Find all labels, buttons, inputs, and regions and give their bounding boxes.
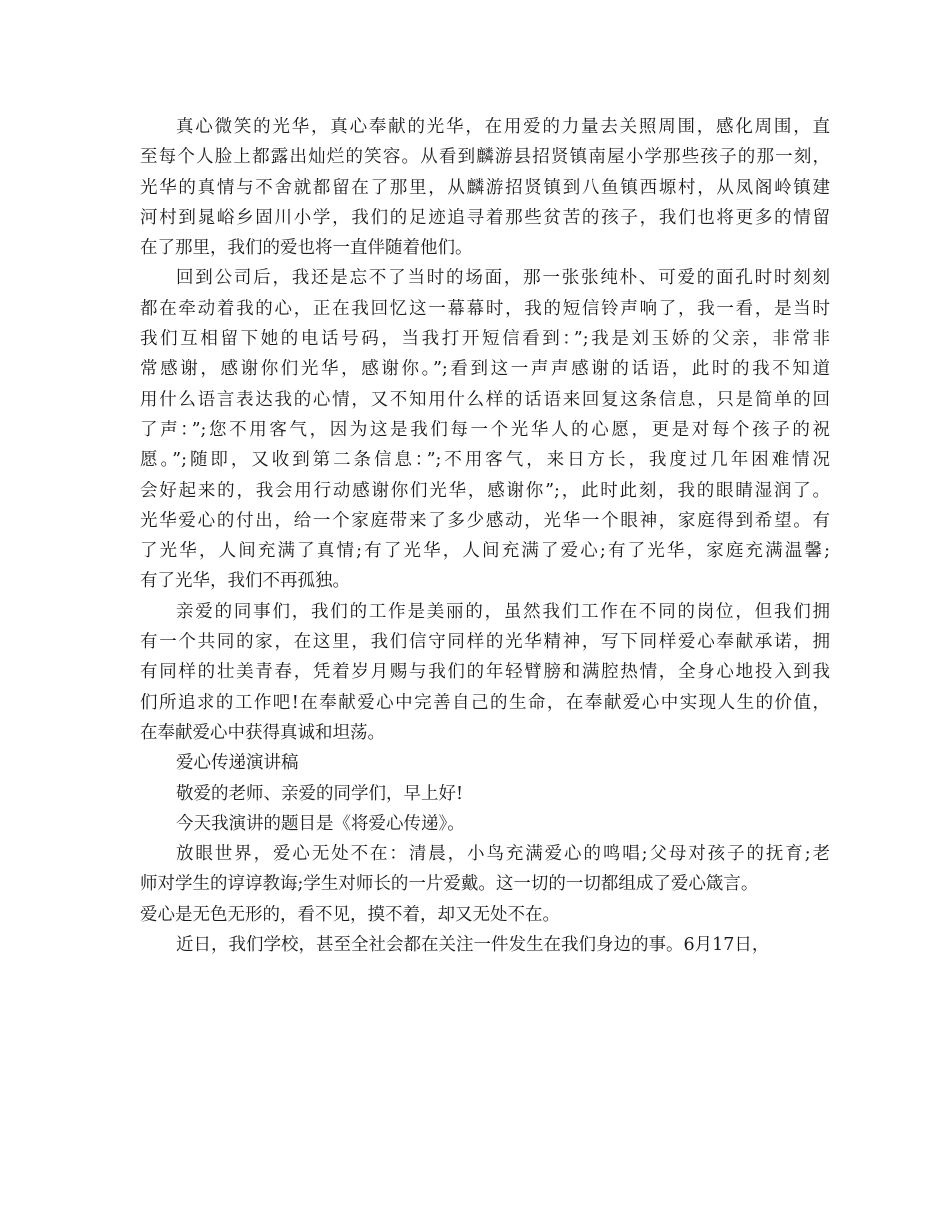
text-line: 用什么语言表达我的心情，又不知用什么样的话语来回复这条信息，只是简单的回 xyxy=(140,389,830,410)
text-line: 都在牵动着我的心，正在我回忆这一幕幕时，我的短信铃声响了，我一看，是当时 xyxy=(140,298,830,319)
text-line: 们所追求的工作吧!在奉献爱心中完善自己的生命，在奉献爱心中实现人生的价值， xyxy=(140,692,830,713)
text-line: 爱心是无色无形的，看不见，摸不着，却又无处不在。 xyxy=(140,904,560,925)
text-line: 河村到晁峪乡固川小学，我们的足迹追寻着那些贫苦的孩子，我们也将更多的情留 xyxy=(140,207,830,228)
text-line: 在了那里，我们的爱也将一直伴随着他们。 xyxy=(140,238,473,259)
text-line: 我们互相留下她的电话号码，当我打开短信看到：”;我是刘玉娇的父亲，非常非 xyxy=(140,329,830,350)
text-line: 常感谢，感谢你们光华，感谢你。”;看到这一声声感谢的话语，此时的我不知道 xyxy=(140,359,830,380)
text-line: 光华爱心的付出，给一个家庭带来了多少感动，光华一个眼神，家庭得到希望。有 xyxy=(140,510,830,531)
text-line: 有了光华，我们不再孤独。 xyxy=(140,571,350,592)
text-line: 有一个共同的家，在这里，我们信守同样的光华精神，写下同样爱心奉献承诺，拥 xyxy=(140,632,830,653)
text-line: 师对学生的谆谆教诲;学生对师长的一片爱戴。这一切的一切都组成了爱心箴言。 xyxy=(140,874,759,895)
text-line: 近日，我们学校，甚至全社会都在关注一件发生在我们身边的事。6月17日， xyxy=(176,935,770,956)
text-line: 今天我演讲的题目是《将爱心传递》。 xyxy=(176,813,465,834)
text-line: 真心微笑的光华，真心奉献的光华，在用爱的力量去关照周围，感化周围，直 xyxy=(176,117,830,137)
text-line: 亲爱的同事们，我们的工作是美丽的，虽然我们工作在不同的岗位，但我们拥 xyxy=(176,601,830,622)
text-line: 回到公司后，我还是忘不了当时的场面，那一张张纯朴、可爱的面孔时时刻刻 xyxy=(176,268,830,289)
text-line: 了光华，人间充满了真情;有了光华，人间充满了爱心;有了光华，家庭充满温馨; xyxy=(140,541,830,562)
text-line: 敬爱的老师、亲爱的同学们，早上好! xyxy=(176,783,464,804)
text-line: 在奉献爱心中获得真诚和坦荡。 xyxy=(140,722,385,743)
text-line: 有同样的壮美青春，凭着岁月赐与我们的年轻臂膀和满腔热情，全身心地投入到我 xyxy=(140,662,830,683)
text-line: 光华的真情与不舍就都留在了那里，从麟游招贤镇到八鱼镇西塬村，从凤阁岭镇建 xyxy=(140,177,830,198)
text-line: 爱心传递演讲稿 xyxy=(176,753,299,774)
text-line: 会好起来的，我会用行动感谢你们光华，感谢你”;，此时此刻，我的眼睛湿润了。 xyxy=(140,480,830,501)
text-line: 放眼世界，爱心无处不在：清晨，小鸟充满爱心的鸣唱;父母对孩子的抚育;老 xyxy=(176,844,830,865)
document-page xyxy=(140,112,830,960)
text-line: 愿。”;随即，又收到第二条信息：”;不用客气，来日方长，我度过几年困难情况 xyxy=(140,450,830,471)
text-line: 了声：”;您不用客气，因为这是我们每一个光华人的心愿，更是对每个孩子的祝 xyxy=(140,419,830,440)
text-line: 至每个人脸上都露出灿烂的笑容。从看到麟游县招贤镇南屋小学那些孩子的那一刻， xyxy=(140,147,830,168)
